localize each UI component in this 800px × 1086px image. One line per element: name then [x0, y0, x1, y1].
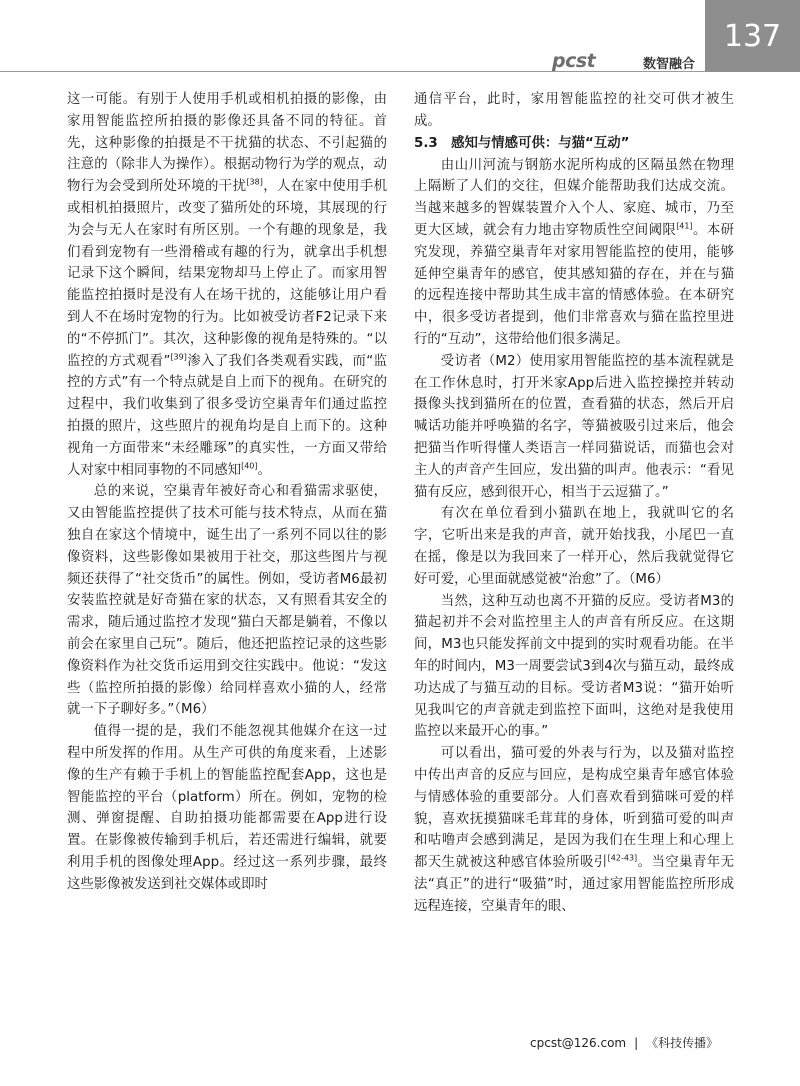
header-rule [0, 71, 705, 72]
paragraph: 受访者（M2）使用家用智能监控的基本流程就是在工作休息时，打开米家App后进入监控操控并转动摄像头找到猫所在的位置，查看猫的状态，然后开启喊话功能并呼唤猫的名字，等猫被吸引过来后，他会把猫当作听得懂人类语言一样同猫说话，而猫也会对主人的声音产生回应，发出猫的叫声。他表示：“看见猫有反应，感到很开心，相当于云逗猫了。” [414, 353, 734, 500]
page-number-box [705, 0, 800, 72]
citation: [40] [241, 461, 258, 471]
paragraph: 值得一提的是，我们不能忽视其他媒介在这一过程中所发挥的作用。从生产可供的角度来看，上述影像的生产有赖于手机上的智能监控配套App，这也是智能监控的平台（platform）所在。例如，宠物的检测、弹窗提醒、自助拍摄功能都需要在App进行设置。在影像被传输到手机后，若还需进行编辑，就要利用手机的图像处理App。经过这一系列步骤，最终这些影像被发送到社交媒体或即时 [67, 724, 387, 892]
page-number: 137 [723, 18, 782, 54]
citation: [38] [246, 177, 263, 187]
citation: [39] [170, 352, 187, 362]
citation: [42-43] [607, 853, 638, 863]
footer-journal: 《科技传播》 [646, 1036, 719, 1050]
citation: [41] [676, 221, 693, 231]
quote-paragraph: 有次在单位看到小猫趴在地上，我就叫它的名字，它听出来是我的声音，就开始找我，小尾巴一直在摇，像是以为我回来了一样开心，然后我就觉得它好可爱，心里面就感觉被“治愈”了。（M6） [414, 506, 734, 587]
section-heading: 5.3 感知与情感可供：与猫“互动” [414, 135, 630, 151]
footer-email: cpcst@126.com [530, 1036, 627, 1050]
paragraph: 当然，这种互动也离不开猫的反应。受访者M3的猫起初并不会对监控里主人的声音有所反应。在这期间，M3也只能发挥前文中提到的实时观看功能。在半年的时间内，M3一周要尝试3到4次与猫互动，最终成功达成了与猫互动的目标。受访者M3说：“猫开始听见我叫它的声音就走到监控下面叫，这绝对是我使用监控以来最开心的事。” [414, 593, 734, 740]
paragraph: 这一可能。有别于人使用手机或相机拍摄的影像，由家用智能监控所拍摄的影像还具备不同的特征。首先，这种影像的拍摄是不干扰猫的状态、不引起猫的注意的（除非人为操作）。根据动物行为学的观点，动物行为会受到所处环境的干扰[38]，人在家中使用手机或相机拍摄照片，改变了猫所处的环境，其展现的行为会与无人在家时有所区别。一个有趣的现象是，我们看到宠物有一些滑稽或有趣的行为，就拿出手机想记录下这个瞬间，结果宠物却马上停止了。而家用智能监控拍摄时是没有人在场干扰的，这能够让用户看到人不在场时宠物的行为。比如被受访者F2记录下来的“不停抓门”。其次，这种影像的视角是特殊的。“以监控的方式观看”[39]渗入了我们各类观看实践，而“监控的方式”有一个特点就是自上而下的视角。在研究的过程中，我们收集到了很多受访空巢青年们通过监控拍摄的照片，这些照片的视角均是自上而下的。这种视角一方面带来“未经雕琢”的真实性，一方面又带给人对家中相同事物的不同感知[40]。 [67, 92, 388, 478]
paragraph: 由山川河流与钢筋水泥所构成的区隔虽然在物理上隔断了人们的交往，但媒介能帮助我们达成交流。当越来越多的智媒装置介入个人、家庭、城市，乃至更大区域，就会有力地击穿物质性空间阈限[41]。本研究发现，养猫空巢青年对家用智能监控的使用，能够延伸空巢青年的感官，使其感知猫的存在，并在与猫的远程连接中帮助其生成丰富的情感体验。在本研究中，很多受访者提到，他们非常喜欢与猫在监控里进行的“互动”，这带给他们很多满足。 [414, 157, 735, 347]
paragraph: 可以看出，猫可爱的外表与行为，以及猫对监控中传出声音的反应与回应，是构成空巢青年感官体验与情感体验的重要部分。人们喜欢看到猫咪可爱的样貌，喜欢抚摸猫咪毛茸茸的身体，听到猫可爱的叫声和咕噜声会感到满足，是因为我们在生理上和心理上都天生就被这种感官体验所吸引[42-43]。当空巢青年无法“真正”的进行“吸猫”时，通过家用智能监控所形成远程连接，空巢青年的眼、 [414, 746, 735, 914]
right-column [414, 89, 734, 917]
left-column [67, 89, 387, 895]
section-name: 数智融合 [643, 57, 696, 72]
page-footer [530, 1034, 718, 1051]
paragraph: 总的来说，空巢青年被好奇心和看猫需求驱使，又由智能监控提供了技术可能与技术特点，从而在猫独自在家这个情境中，诞生出了一系列不同以往的影像资料，这些影像如果被用于社交，那这些图片与视频还获得了“社交货币”的属性。例如，受访者M6最初安装监控就是好奇猫在家的状态，又有照看其安全的需求，随后通过监控才发现“猫白天都是躺着，不像以前会在家里自己玩”。随后，他还把监控记录的这些影像资料作为社交货币运用到交往实践中。他说：“发这些（监控所拍摄的影像）给同样喜欢小猫的人，经常就一下子聊好多。”（M6） [67, 484, 387, 718]
journal-logo: pcst [552, 50, 596, 72]
footer-separator: | [634, 1036, 639, 1050]
paragraph: 通信平台，此时，家用智能监控的社交可供才被生成。 [414, 92, 734, 129]
